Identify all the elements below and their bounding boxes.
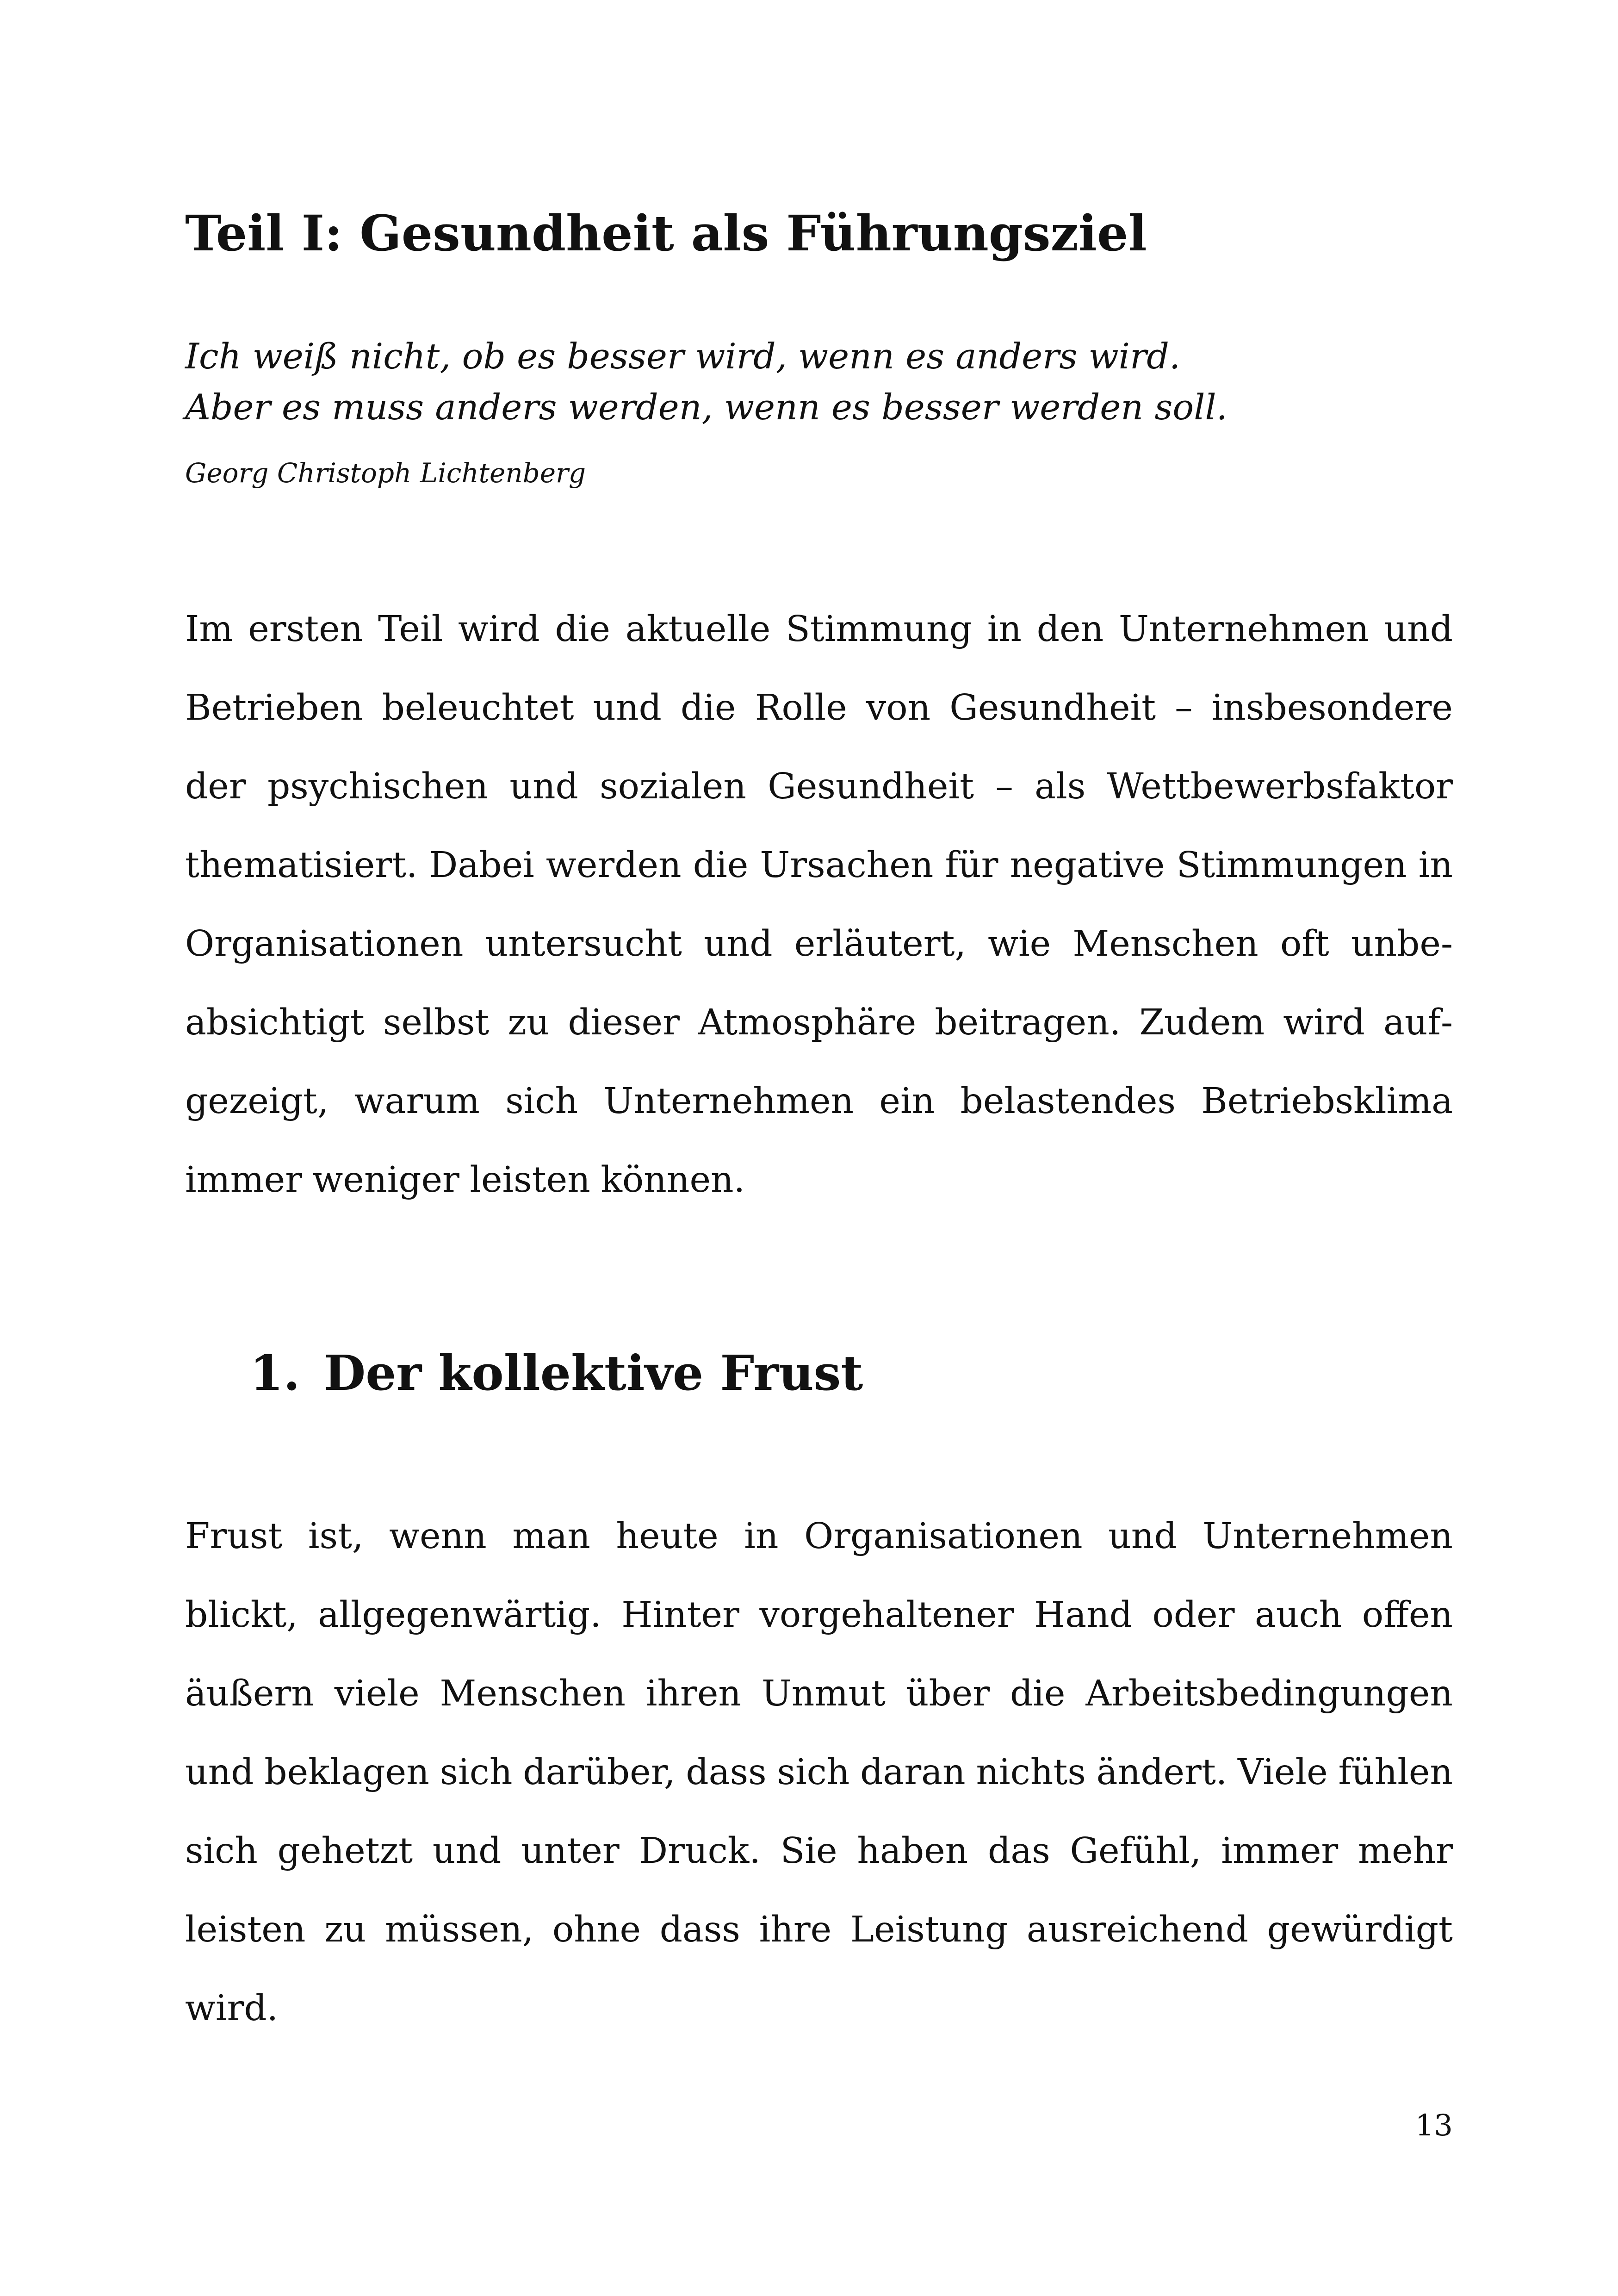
chapter-heading <box>250 1344 863 1402</box>
intro-paragraph: Im ersten Teil wird die aktuelle Stimmung in den Unternehmen und Betrieben beleuchtet und die Rolle von Gesundheit – insbesondere der psychischen und sozialen Gesundheit – als Wettbewerbsfaktor thematisiert. Dabei werden die Ursachen für negative Stimmungen in Organisationen untersucht und erläutert, wie Menschen oft unbeabsichtigt selbst zu dieser Atmosphäre beitragen. Zudem wird aufgezeigt, warum sich Unternehmen ein belastendes Betriebsklima immer weniger leisten können. <box>185 609 1453 1201</box>
chapter-number: 1. <box>250 1344 300 1401</box>
epigraph-line-2: Aber es muss anders werden, wenn es besser werden soll. <box>185 386 1227 428</box>
epigraph-line-1: Ich weiß nicht, ob es besser wird, wenn es anders wird. <box>185 336 1181 377</box>
chapter-paragraph: Frust ist, wenn man heute in Organisationen und Unternehmen blickt, allgegenwärtig. Hinter vorgehaltener Hand oder auch offen äußern viele Menschen ihren Unmut über die Arbeitsbedingungen und beklagen sich darüber, dass sich daran nichts ändert. Viele fühlen sich gehetzt und unter Druck. Sie haben das Gefühl, immer mehr leisten zu müssen, ohne dass ihre Leistung ausreichend gewürdigt wird. <box>185 1516 1453 2029</box>
epigraph-quote <box>185 331 1434 433</box>
part-title: Teil I: Gesundheit als Führungsziel <box>185 204 1147 262</box>
epigraph-author: Georg Christoph Lichtenberg <box>185 457 586 489</box>
page-number: 13 <box>1415 2109 1453 2143</box>
chapter-title: Der kollektive Frust <box>324 1344 863 1401</box>
